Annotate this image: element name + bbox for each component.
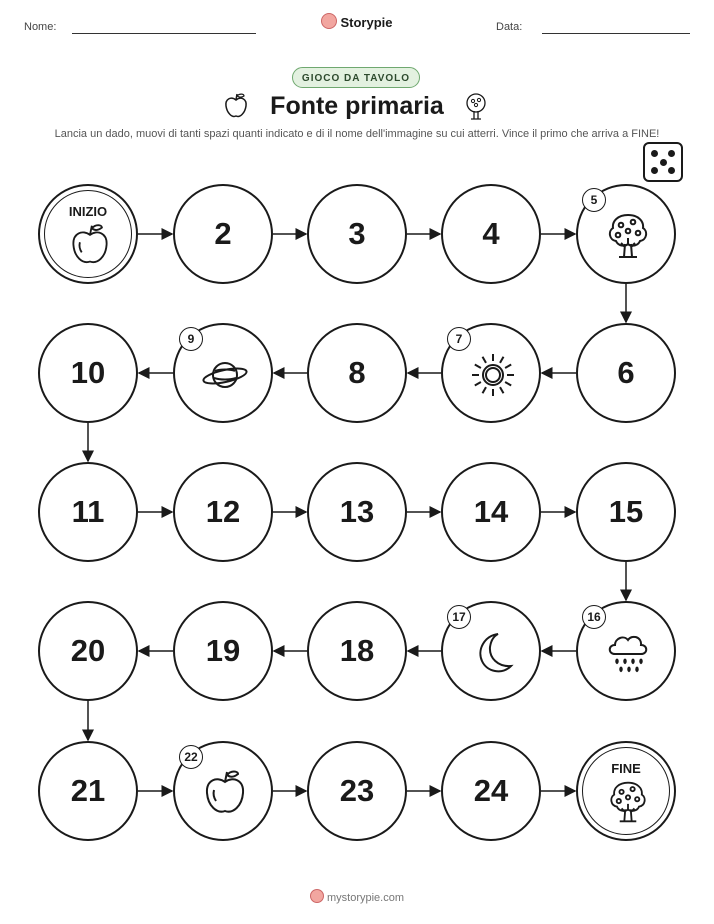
space-number: 13 — [339, 494, 375, 529]
space-number: 10 — [70, 355, 106, 390]
finish-space — [576, 741, 676, 841]
space-number: 12 — [205, 494, 241, 529]
space-number-badge: 7 — [447, 327, 471, 351]
space-number: 8 — [348, 355, 366, 390]
rain-cloud-icon — [603, 628, 653, 678]
board-space-11 — [38, 462, 138, 562]
apple-icon — [200, 768, 250, 818]
instructions: Lancia un dado, muovi di tanti spazi quanti indicato e di il nome dell'immagine su cui atterri. Vince il primo che arriva a FINE! — [54, 128, 660, 140]
space-number-badge: 16 — [582, 605, 606, 629]
sun-icon — [468, 350, 518, 400]
board-space-23 — [307, 741, 407, 841]
space-number: 15 — [608, 494, 644, 529]
space-number-badge: 17 — [447, 605, 471, 629]
date-label: Data: — [496, 21, 523, 33]
board-space-6 — [576, 323, 676, 423]
tree-icon — [605, 779, 651, 825]
space-number: 18 — [339, 633, 375, 668]
board-space-3 — [307, 184, 407, 284]
board-space-10 — [38, 323, 138, 423]
space-number: 23 — [339, 773, 375, 808]
space-number: 4 — [482, 216, 500, 251]
finish-label: FINE — [611, 761, 641, 776]
space-number: 2 — [214, 216, 232, 251]
board-space-20 — [38, 601, 138, 701]
board-space-12 — [173, 462, 273, 562]
space-number: 20 — [70, 633, 106, 668]
category-badge: GIOCO DA TAVOLO — [292, 67, 420, 88]
board-space-4 — [441, 184, 541, 284]
page-title: Fonte primaria — [270, 92, 444, 120]
space-number: 19 — [205, 633, 241, 668]
board-space-2 — [173, 184, 273, 284]
storypie-logo-icon — [310, 889, 324, 903]
board-space-8 — [307, 323, 407, 423]
space-number-badge: 22 — [179, 745, 203, 769]
tree-icon — [603, 211, 653, 261]
space-number: 14 — [473, 494, 509, 529]
board-space-18 — [307, 601, 407, 701]
brand-name: Storypie — [340, 15, 393, 30]
board-space-14 — [441, 462, 541, 562]
board-space-21 — [38, 741, 138, 841]
apple-icon — [67, 222, 113, 268]
start-label: INIZIO — [68, 204, 108, 219]
board-space-24 — [441, 741, 541, 841]
board-space-19 — [173, 601, 273, 701]
moon-icon — [468, 628, 518, 678]
space-number: 6 — [617, 355, 635, 390]
board-space-15 — [576, 462, 676, 562]
space-number: 21 — [70, 773, 106, 808]
space-number: 11 — [71, 494, 105, 529]
name-label: Nome: — [24, 21, 57, 33]
space-number: 3 — [348, 216, 366, 251]
space-number: 24 — [473, 773, 509, 808]
space-number-badge: 9 — [179, 327, 203, 351]
footer-url[interactable]: mystorypie.com — [326, 892, 405, 904]
board-space-13 — [307, 462, 407, 562]
footer — [0, 889, 714, 904]
planet-icon — [200, 350, 250, 400]
start-space — [38, 184, 138, 284]
space-number-badge: 5 — [582, 188, 606, 212]
